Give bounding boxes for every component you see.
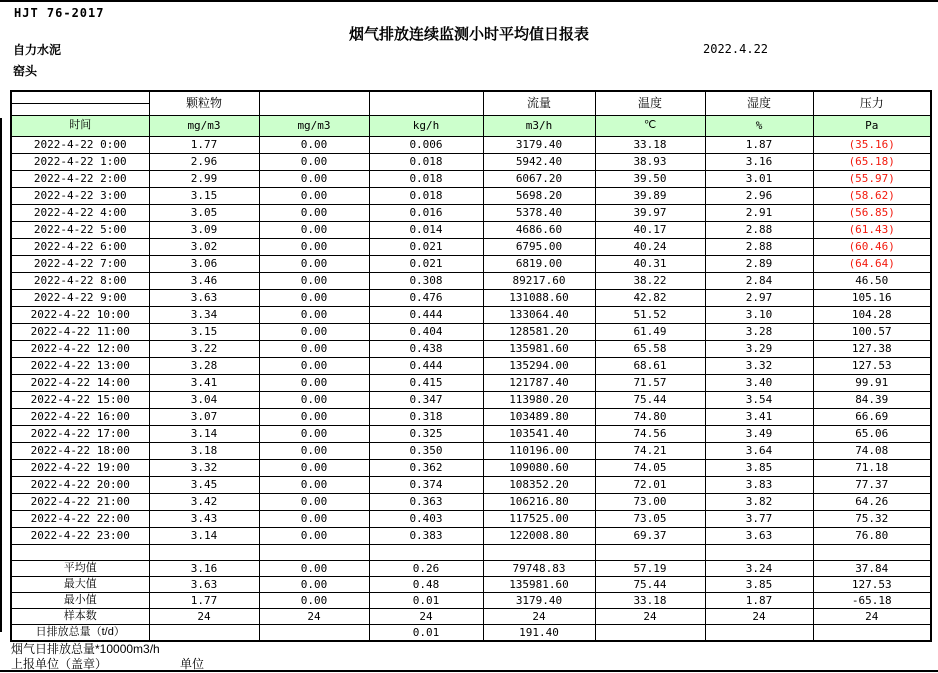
value-cell: 2.88 [705,239,813,256]
time-cell: 2022-4-22 18:00 [11,443,149,460]
value-cell [813,625,931,642]
time-cell: 2022-4-22 4:00 [11,205,149,222]
company-name: 自力水泥 [13,43,62,57]
table-row [11,171,931,188]
value-cell: 0.403 [369,511,483,528]
value-cell: 0.444 [369,307,483,324]
value-cell: 5942.40 [483,154,595,171]
value-cell: 1.87 [705,137,813,154]
value-cell: (60.46) [813,239,931,256]
value-cell: 38.93 [595,154,705,171]
time-cell: 2022-4-22 10:00 [11,307,149,324]
value-cell: (64.64) [813,256,931,273]
value-cell: 0.444 [369,358,483,375]
value-cell: 3.45 [149,477,259,494]
time-header: 时间 [11,116,149,137]
value-cell: 6795.00 [483,239,595,256]
col-header-particulate: 颗粒物 [149,91,259,116]
value-cell: 0.00 [259,239,369,256]
value-cell: 0.00 [259,375,369,392]
value-cell: 39.97 [595,205,705,222]
value-cell: 0.00 [259,290,369,307]
value-cell: 3.64 [705,443,813,460]
unit-pa: Pa [813,116,931,137]
value-cell: 3.16 [149,561,259,577]
value-cell: 0.325 [369,426,483,443]
value-cell: (58.62) [813,188,931,205]
value-cell: 3.77 [705,511,813,528]
value-cell: 3.14 [149,426,259,443]
unit-mg-m3-a: mg/m3 [149,116,259,137]
value-cell: 38.22 [595,273,705,290]
value-cell: 0.00 [259,426,369,443]
table-row [11,222,931,239]
value-cell: 128581.20 [483,324,595,341]
value-cell: 0.00 [259,528,369,545]
summary-label-cell: 日排放总量（t/d） [11,625,149,642]
value-cell: 99.91 [813,375,931,392]
page-left-border [0,118,2,632]
value-cell: 5698.20 [483,188,595,205]
value-cell: 74.08 [813,443,931,460]
unit-kg-h: kg/h [369,116,483,137]
time-cell: 2022-4-22 8:00 [11,273,149,290]
value-cell: 133064.40 [483,307,595,324]
value-cell: 71.57 [595,375,705,392]
value-cell: 103489.80 [483,409,595,426]
value-cell: 24 [813,609,931,625]
summary-label-cell: 最小值 [11,593,149,609]
value-cell: 3.83 [705,477,813,494]
time-cell: 2022-4-22 13:00 [11,358,149,375]
value-cell: 0.00 [259,577,369,593]
value-cell: 2.91 [705,205,813,222]
table-row [11,460,931,477]
value-cell: 3.46 [149,273,259,290]
value-cell: (56.85) [813,205,931,222]
value-cell: 127.38 [813,341,931,358]
table-row [11,392,931,409]
value-cell: 3.54 [705,392,813,409]
value-cell: 3.01 [705,171,813,188]
table-row [11,625,931,642]
value-cell: 6819.00 [483,256,595,273]
value-cell: 3.15 [149,188,259,205]
value-cell: 0.00 [259,460,369,477]
value-cell: 0.00 [259,409,369,426]
table-row [11,205,931,222]
table-row [11,239,931,256]
value-cell: 3.42 [149,494,259,511]
value-cell [259,625,369,642]
value-cell: 3.02 [149,239,259,256]
table-row [11,307,931,324]
value-cell: 191.40 [483,625,595,642]
spacer-row [11,545,931,561]
value-cell: 5378.40 [483,205,595,222]
value-cell: 110196.00 [483,443,595,460]
value-cell: 2.97 [705,290,813,307]
table-row [11,609,931,625]
value-cell: 3.09 [149,222,259,239]
value-cell: 6067.20 [483,171,595,188]
value-cell: 89217.60 [483,273,595,290]
value-cell: 100.57 [813,324,931,341]
value-cell: 0.347 [369,392,483,409]
value-cell: 74.80 [595,409,705,426]
value-cell: 0.00 [259,443,369,460]
table-row [11,137,931,154]
value-cell: 3.63 [705,528,813,545]
value-cell: 3.34 [149,307,259,324]
value-cell: 0.00 [259,171,369,188]
value-cell: 3.41 [705,409,813,426]
table-row [11,375,931,392]
time-header-upper-cell [11,91,149,104]
value-cell: 2.84 [705,273,813,290]
table-row [11,324,931,341]
value-cell: 0.00 [259,511,369,528]
table-row [11,256,931,273]
value-cell: 0.00 [259,154,369,171]
value-cell: 3.43 [149,511,259,528]
time-cell: 2022-4-22 9:00 [11,290,149,307]
col-header-blank-1 [259,91,369,116]
value-cell: 0.00 [259,494,369,511]
col-header-flow: 流量 [483,91,595,116]
value-cell: 3.85 [705,577,813,593]
value-cell: 0.00 [259,477,369,494]
table-row [11,577,931,593]
value-cell: 117525.00 [483,511,595,528]
value-cell: 135981.60 [483,341,595,358]
value-cell: 77.37 [813,477,931,494]
value-cell: 75.44 [595,577,705,593]
time-cell: 2022-4-22 7:00 [11,256,149,273]
value-cell: 39.50 [595,171,705,188]
table-row [11,477,931,494]
value-cell: -65.18 [813,593,931,609]
time-cell: 2022-4-22 5:00 [11,222,149,239]
value-cell: 0.021 [369,256,483,273]
value-cell: 0.00 [259,593,369,609]
value-cell: 0.021 [369,239,483,256]
value-cell: 0.415 [369,375,483,392]
value-cell: 3.14 [149,528,259,545]
value-cell: 3.15 [149,324,259,341]
value-cell: 3.24 [705,561,813,577]
value-cell: 24 [595,609,705,625]
time-cell: 2022-4-22 16:00 [11,409,149,426]
value-cell: 0.01 [369,625,483,642]
value-cell: 127.53 [813,358,931,375]
station-name: 窑头 [13,64,38,78]
unit-mg-m3-b: mg/m3 [259,116,369,137]
value-cell: 3.16 [705,154,813,171]
hour-rows [11,137,931,545]
time-cell: 2022-4-22 1:00 [11,154,149,171]
value-cell: 0.016 [369,205,483,222]
value-cell: 24 [705,609,813,625]
report-date: 2022.4.22 [703,42,769,56]
time-cell: 2022-4-22 21:00 [11,494,149,511]
value-cell [705,625,813,642]
value-cell: 109080.60 [483,460,595,477]
value-cell: 3.18 [149,443,259,460]
value-cell: 0.374 [369,477,483,494]
value-cell: 1.77 [149,137,259,154]
value-cell: 113980.20 [483,392,595,409]
value-cell: 66.69 [813,409,931,426]
time-cell: 2022-4-22 6:00 [11,239,149,256]
page-title: 烟气排放连续监测小时平均值日报表 [348,26,589,43]
value-cell: 0.383 [369,528,483,545]
value-cell: 0.00 [259,307,369,324]
value-cell: 0.350 [369,443,483,460]
col-header-pressure: 压力 [813,91,931,116]
monitoring-table [10,90,932,642]
footer-unit-label: 单位 [180,657,205,671]
value-cell: 0.404 [369,324,483,341]
time-cell: 2022-4-22 22:00 [11,511,149,528]
value-cell: 40.24 [595,239,705,256]
value-cell: 0.308 [369,273,483,290]
summary-rows [11,561,931,642]
value-cell: 0.006 [369,137,483,154]
value-cell: 69.37 [595,528,705,545]
value-cell: 2.96 [705,188,813,205]
value-cell: 0.00 [259,256,369,273]
value-cell: 3.41 [149,375,259,392]
value-cell: 3179.40 [483,137,595,154]
summary-label-cell: 最大值 [11,577,149,593]
value-cell: 0.48 [369,577,483,593]
time-cell: 2022-4-22 0:00 [11,137,149,154]
value-cell: 3.32 [705,358,813,375]
value-cell: 3.29 [705,341,813,358]
value-cell: 3.63 [149,577,259,593]
value-cell: (65.18) [813,154,931,171]
value-cell: 2.88 [705,222,813,239]
value-cell: 106216.80 [483,494,595,511]
value-cell: 74.56 [595,426,705,443]
value-cell: 0.018 [369,171,483,188]
table-row [11,154,931,171]
unit-celsius: ℃ [595,116,705,137]
value-cell: 3.82 [705,494,813,511]
value-cell: 2.89 [705,256,813,273]
summary-label-cell: 样本数 [11,609,149,625]
value-cell: 3.85 [705,460,813,477]
value-cell: 0.00 [259,324,369,341]
value-cell: 104.28 [813,307,931,324]
value-cell: 3.28 [149,358,259,375]
time-cell: 2022-4-22 20:00 [11,477,149,494]
value-cell: 24 [259,609,369,625]
table-row [11,494,931,511]
time-cell: 2022-4-22 23:00 [11,528,149,545]
value-cell: 0.00 [259,205,369,222]
value-cell: 0.018 [369,188,483,205]
table-row [11,593,931,609]
value-cell: 127.53 [813,577,931,593]
footer-total-note: 烟气日排放总量*10000m3/h [11,642,160,656]
value-cell: 37.84 [813,561,931,577]
value-cell: 0.26 [369,561,483,577]
value-cell: 64.26 [813,494,931,511]
value-cell: 0.362 [369,460,483,477]
value-cell: 0.00 [259,392,369,409]
value-cell: 3.49 [705,426,813,443]
time-header-lower-cell [11,104,149,116]
time-cell: 2022-4-22 2:00 [11,171,149,188]
value-cell: 1.87 [705,593,813,609]
page-bottom-border [0,670,938,672]
value-cell: 3.10 [705,307,813,324]
value-cell: 2.99 [149,171,259,188]
value-cell: 3.40 [705,375,813,392]
value-cell: 39.89 [595,188,705,205]
value-cell: 3.04 [149,392,259,409]
time-cell: 2022-4-22 11:00 [11,324,149,341]
page-top-border [0,0,938,2]
value-cell: 75.44 [595,392,705,409]
value-cell: 65.58 [595,341,705,358]
time-cell: 2022-4-22 12:00 [11,341,149,358]
value-cell: 61.49 [595,324,705,341]
summary-label-cell: 平均值 [11,561,149,577]
value-cell: 0.00 [259,341,369,358]
value-cell: 3.05 [149,205,259,222]
value-cell: 135981.60 [483,577,595,593]
value-cell: 0.363 [369,494,483,511]
table-row [11,273,931,290]
table-row [11,341,931,358]
value-cell: 24 [369,609,483,625]
value-cell: 71.18 [813,460,931,477]
value-cell: 0.00 [259,137,369,154]
table-row [11,188,931,205]
footer-report-unit-label: 上报单位（盖章） [11,657,108,671]
value-cell: (61.43) [813,222,931,239]
value-cell: 74.21 [595,443,705,460]
value-cell: 74.05 [595,460,705,477]
value-cell: 135294.00 [483,358,595,375]
value-cell: 72.01 [595,477,705,494]
col-header-humidity: 湿度 [705,91,813,116]
value-cell: 0.00 [259,358,369,375]
table-row [11,528,931,545]
value-cell: 103541.40 [483,426,595,443]
value-cell: 33.18 [595,137,705,154]
value-cell: 3.06 [149,256,259,273]
value-cell: 0.476 [369,290,483,307]
col-header-blank-2 [369,91,483,116]
time-cell: 2022-4-22 3:00 [11,188,149,205]
value-cell: 0.438 [369,341,483,358]
value-cell: 3.07 [149,409,259,426]
value-cell: 75.32 [813,511,931,528]
value-cell [149,625,259,642]
value-cell: 3.28 [705,324,813,341]
value-cell: 76.80 [813,528,931,545]
value-cell: 0.01 [369,593,483,609]
value-cell: 57.19 [595,561,705,577]
unit-m3-h: m3/h [483,116,595,137]
value-cell: 3.32 [149,460,259,477]
value-cell: 65.06 [813,426,931,443]
table-row [11,426,931,443]
table-row [11,511,931,528]
value-cell: (55.97) [813,171,931,188]
value-cell: 24 [483,609,595,625]
col-header-temperature: 温度 [595,91,705,116]
value-cell: 0.00 [259,561,369,577]
value-cell: 84.39 [813,392,931,409]
value-cell: 79748.83 [483,561,595,577]
value-cell [595,625,705,642]
value-cell: 2.96 [149,154,259,171]
value-cell: 131088.60 [483,290,595,307]
value-cell: 0.00 [259,188,369,205]
table-row [11,358,931,375]
table-row [11,561,931,577]
value-cell: 122008.80 [483,528,595,545]
value-cell: 68.61 [595,358,705,375]
value-cell: 0.018 [369,154,483,171]
value-cell: (35.16) [813,137,931,154]
value-cell: 46.50 [813,273,931,290]
value-cell: 3179.40 [483,593,595,609]
value-cell: 108352.20 [483,477,595,494]
value-cell: 24 [149,609,259,625]
value-cell: 105.16 [813,290,931,307]
value-cell: 73.00 [595,494,705,511]
value-cell: 3.22 [149,341,259,358]
value-cell: 3.63 [149,290,259,307]
time-cell: 2022-4-22 14:00 [11,375,149,392]
value-cell: 0.014 [369,222,483,239]
value-cell: 33.18 [595,593,705,609]
table-row [11,409,931,426]
value-cell: 1.77 [149,593,259,609]
value-cell: 0.318 [369,409,483,426]
time-cell: 2022-4-22 19:00 [11,460,149,477]
value-cell: 121787.40 [483,375,595,392]
value-cell: 4686.60 [483,222,595,239]
standard-code: HJT 76-2017 [14,6,105,20]
unit-header-row [11,116,931,137]
group-header-row [11,91,931,104]
value-cell: 42.82 [595,290,705,307]
time-cell: 2022-4-22 15:00 [11,392,149,409]
table-row [11,290,931,307]
time-cell: 2022-4-22 17:00 [11,426,149,443]
value-cell: 73.05 [595,511,705,528]
value-cell: 0.00 [259,273,369,290]
unit-percent: % [705,116,813,137]
value-cell: 40.17 [595,222,705,239]
table-row [11,443,931,460]
value-cell: 40.31 [595,256,705,273]
value-cell: 0.00 [259,222,369,239]
value-cell: 51.52 [595,307,705,324]
